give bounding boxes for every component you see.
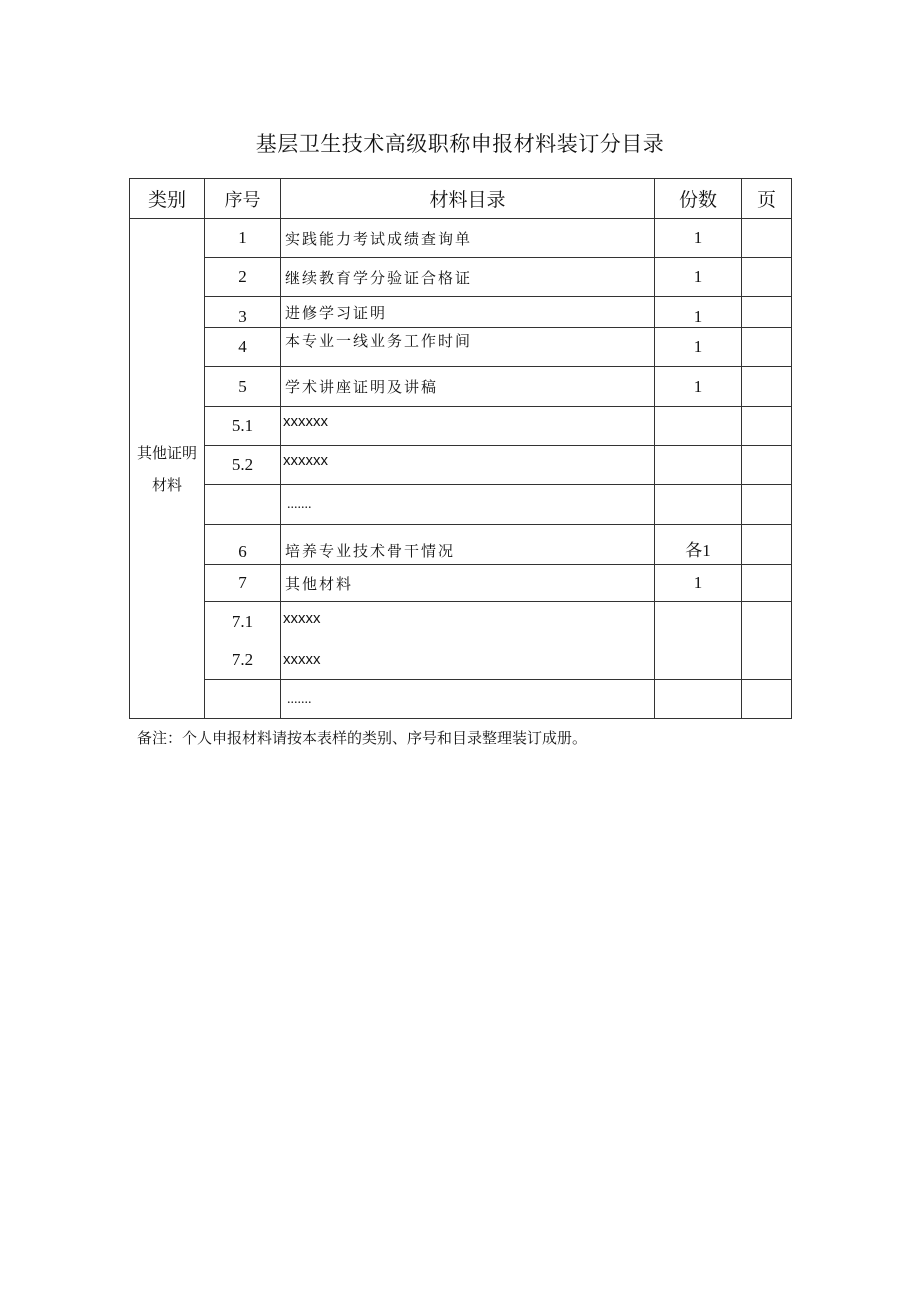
desc-cell: .......: [281, 680, 655, 719]
copies-cell: [655, 446, 742, 485]
table-row: [130, 367, 792, 407]
page-cell: [742, 485, 792, 525]
desc-cell: [281, 602, 655, 680]
document-title: 基层卫生技术高级职称申报材料装订分目录: [255, 132, 665, 156]
header-page: 页: [742, 179, 792, 219]
seq-cell: 5: [205, 367, 281, 407]
table-row: [130, 328, 792, 367]
table-row: [130, 565, 792, 602]
page-cell: [742, 446, 792, 485]
copies-cell: 1: [655, 219, 742, 258]
copies-cell: [655, 680, 742, 719]
header-catalog: 材料目录: [281, 179, 655, 219]
desc-cell: 本专业一线业务工作时间: [281, 328, 655, 367]
page-cell: [742, 219, 792, 258]
page-cell: [742, 407, 792, 446]
desc-7-1: xxxxx: [283, 610, 321, 627]
copies-cell: 1: [655, 367, 742, 407]
seq-cell: 5.1: [205, 407, 281, 446]
catalog-table: [129, 178, 792, 719]
table-row: [130, 446, 792, 485]
desc-cell: 继续教育学分验证合格证: [281, 258, 655, 297]
header-row: [130, 179, 792, 219]
table-row: [130, 407, 792, 446]
copies-cell: 1: [655, 258, 742, 297]
copies-cell: [655, 485, 742, 525]
copies-cell: [655, 407, 742, 446]
seq-7-1: 7.1: [231, 611, 254, 631]
seq-cell: [205, 680, 281, 719]
desc-cell: xxxxxx: [281, 407, 655, 446]
seq-cell: 7: [205, 565, 281, 602]
seq-cell: [205, 602, 281, 680]
category-line2: 材料: [151, 475, 182, 494]
page-cell: [742, 367, 792, 407]
seq-7-2: 7.2: [231, 649, 254, 669]
desc-cell: 学术讲座证明及讲稿: [281, 367, 655, 407]
copies-cell: 1: [655, 565, 742, 602]
category-line1: 其他证明: [136, 443, 197, 462]
seq-cell: 5.2: [205, 446, 281, 485]
page-cell: [742, 258, 792, 297]
table-row: [130, 602, 792, 680]
desc-cell: 培养专业技术骨干情况: [281, 525, 655, 565]
table-row: [130, 258, 792, 297]
desc-cell: 进修学习证明: [281, 297, 655, 328]
table-row: [130, 680, 792, 719]
header-seq: 序号: [205, 179, 281, 219]
copies-cell: [655, 602, 742, 680]
desc-cell: .......: [281, 485, 655, 525]
page-cell: [742, 328, 792, 367]
copies-cell: 1: [655, 328, 742, 367]
table-row: [130, 219, 792, 258]
seq-cell: 3: [205, 297, 281, 328]
page-cell: [742, 297, 792, 328]
table-row: [130, 525, 792, 565]
seq-cell: [205, 485, 281, 525]
desc-cell: 实践能力考试成绩查询单: [281, 219, 655, 258]
copies-cell: 1: [655, 297, 742, 328]
copies-cell: 各1: [655, 525, 742, 565]
desc-7-2: xxxxx: [283, 651, 321, 668]
seq-cell: 1: [205, 219, 281, 258]
table-row: [130, 297, 792, 328]
page-cell: [742, 525, 792, 565]
seq-cell: 4: [205, 328, 281, 367]
desc-cell: xxxxxx: [281, 446, 655, 485]
seq-cell: 6: [205, 525, 281, 565]
page-cell: [742, 680, 792, 719]
header-copies: 份数: [655, 179, 742, 219]
desc-cell: 其他材料: [281, 565, 655, 602]
seq-cell: 2: [205, 258, 281, 297]
footnote: 备注：个人申报材料请按本表样的类别、序号和目录整理装订成册。: [137, 729, 588, 747]
table-row: [130, 485, 792, 525]
header-category: 类别: [130, 179, 205, 219]
page-cell: [742, 565, 792, 602]
page-cell: [742, 602, 792, 680]
category-cell: [130, 219, 205, 719]
